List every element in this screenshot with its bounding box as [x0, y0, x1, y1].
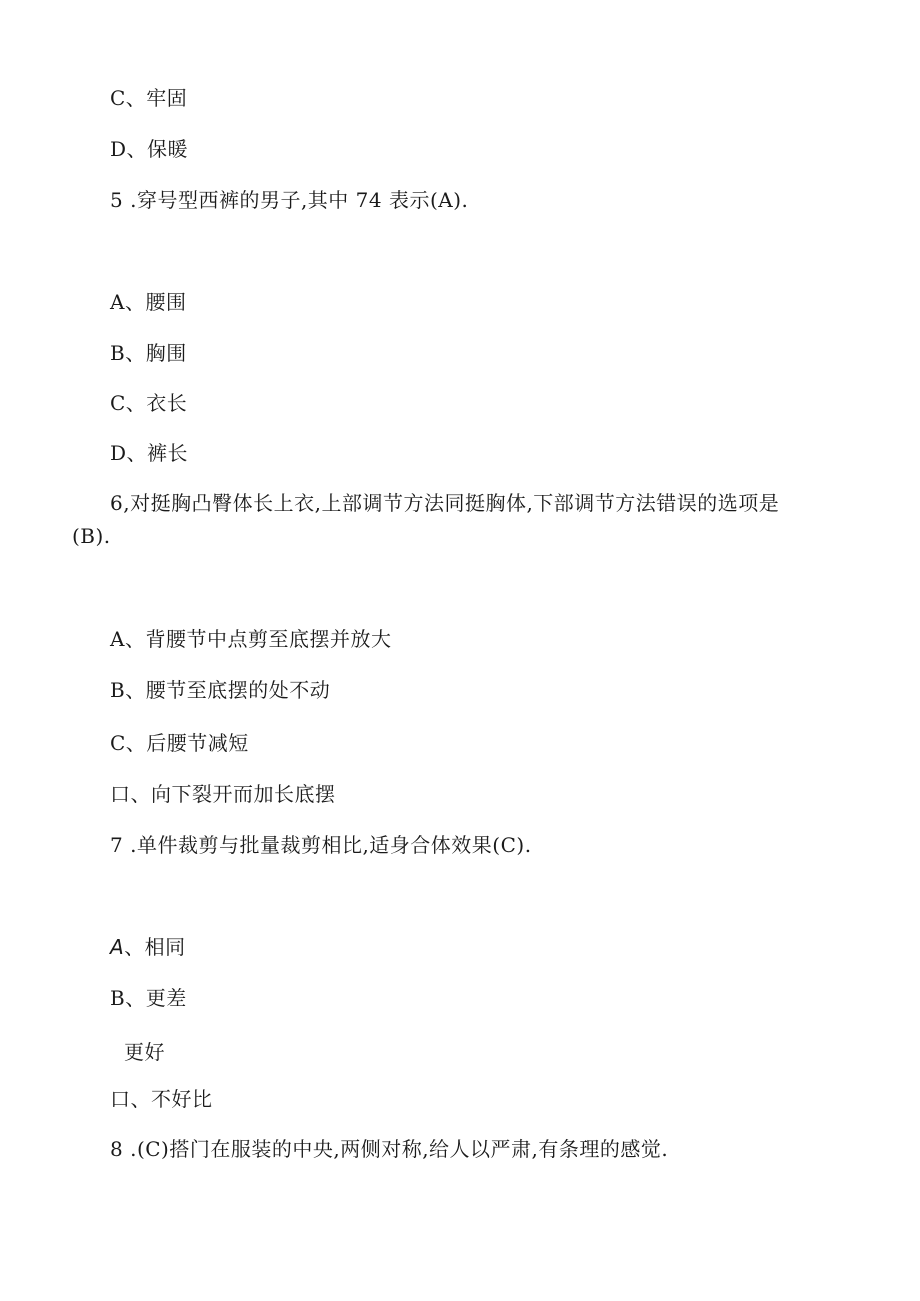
- option-c-sturdy: C、牢固: [110, 86, 188, 110]
- option-a-same: [110, 935, 186, 959]
- question-8: 8 .(C)搭门在服装的中央,两侧对称,给人以严肃,有条理的感觉.: [110, 1137, 669, 1161]
- option-c-coat-length: C、衣长: [110, 391, 188, 415]
- option-c-better: 更好: [124, 1040, 165, 1064]
- option-a-back-waist: A、背腰节中点剪至底摆并放大: [110, 627, 392, 651]
- question-7: 7 .单件裁剪与批量裁剪相比,适身合体效果(C).: [110, 833, 532, 857]
- option-a-text: 、相同: [124, 935, 186, 959]
- option-b-waist-to-hem: B、腰节至底摆的处不动: [110, 678, 331, 702]
- option-b-worse: B、更差: [110, 986, 187, 1010]
- option-d-lengthen-hem: 口、向下裂开而加长底摆: [110, 782, 336, 806]
- question-6-line-1: 6,对挺胸凸臀体长上衣,上部调节方法同挺胸体,下部调节方法错误的选项是: [110, 491, 780, 515]
- option-b-chest: B、胸围: [110, 341, 187, 365]
- question-6-line-2: (B).: [72, 524, 111, 548]
- option-c-shorten: C、后腰节减短: [110, 731, 249, 755]
- option-a-letter: A: [110, 935, 125, 959]
- option-a-waist: A、腰围: [110, 290, 187, 314]
- option-d-trouser-length: D、裤长: [110, 441, 189, 465]
- option-d-incomparable: 口、不好比: [110, 1087, 213, 1111]
- option-d-warmth: D、保暖: [110, 137, 189, 161]
- question-5: 5 .穿号型西裤的男子,其中 74 表示(A).: [110, 188, 469, 212]
